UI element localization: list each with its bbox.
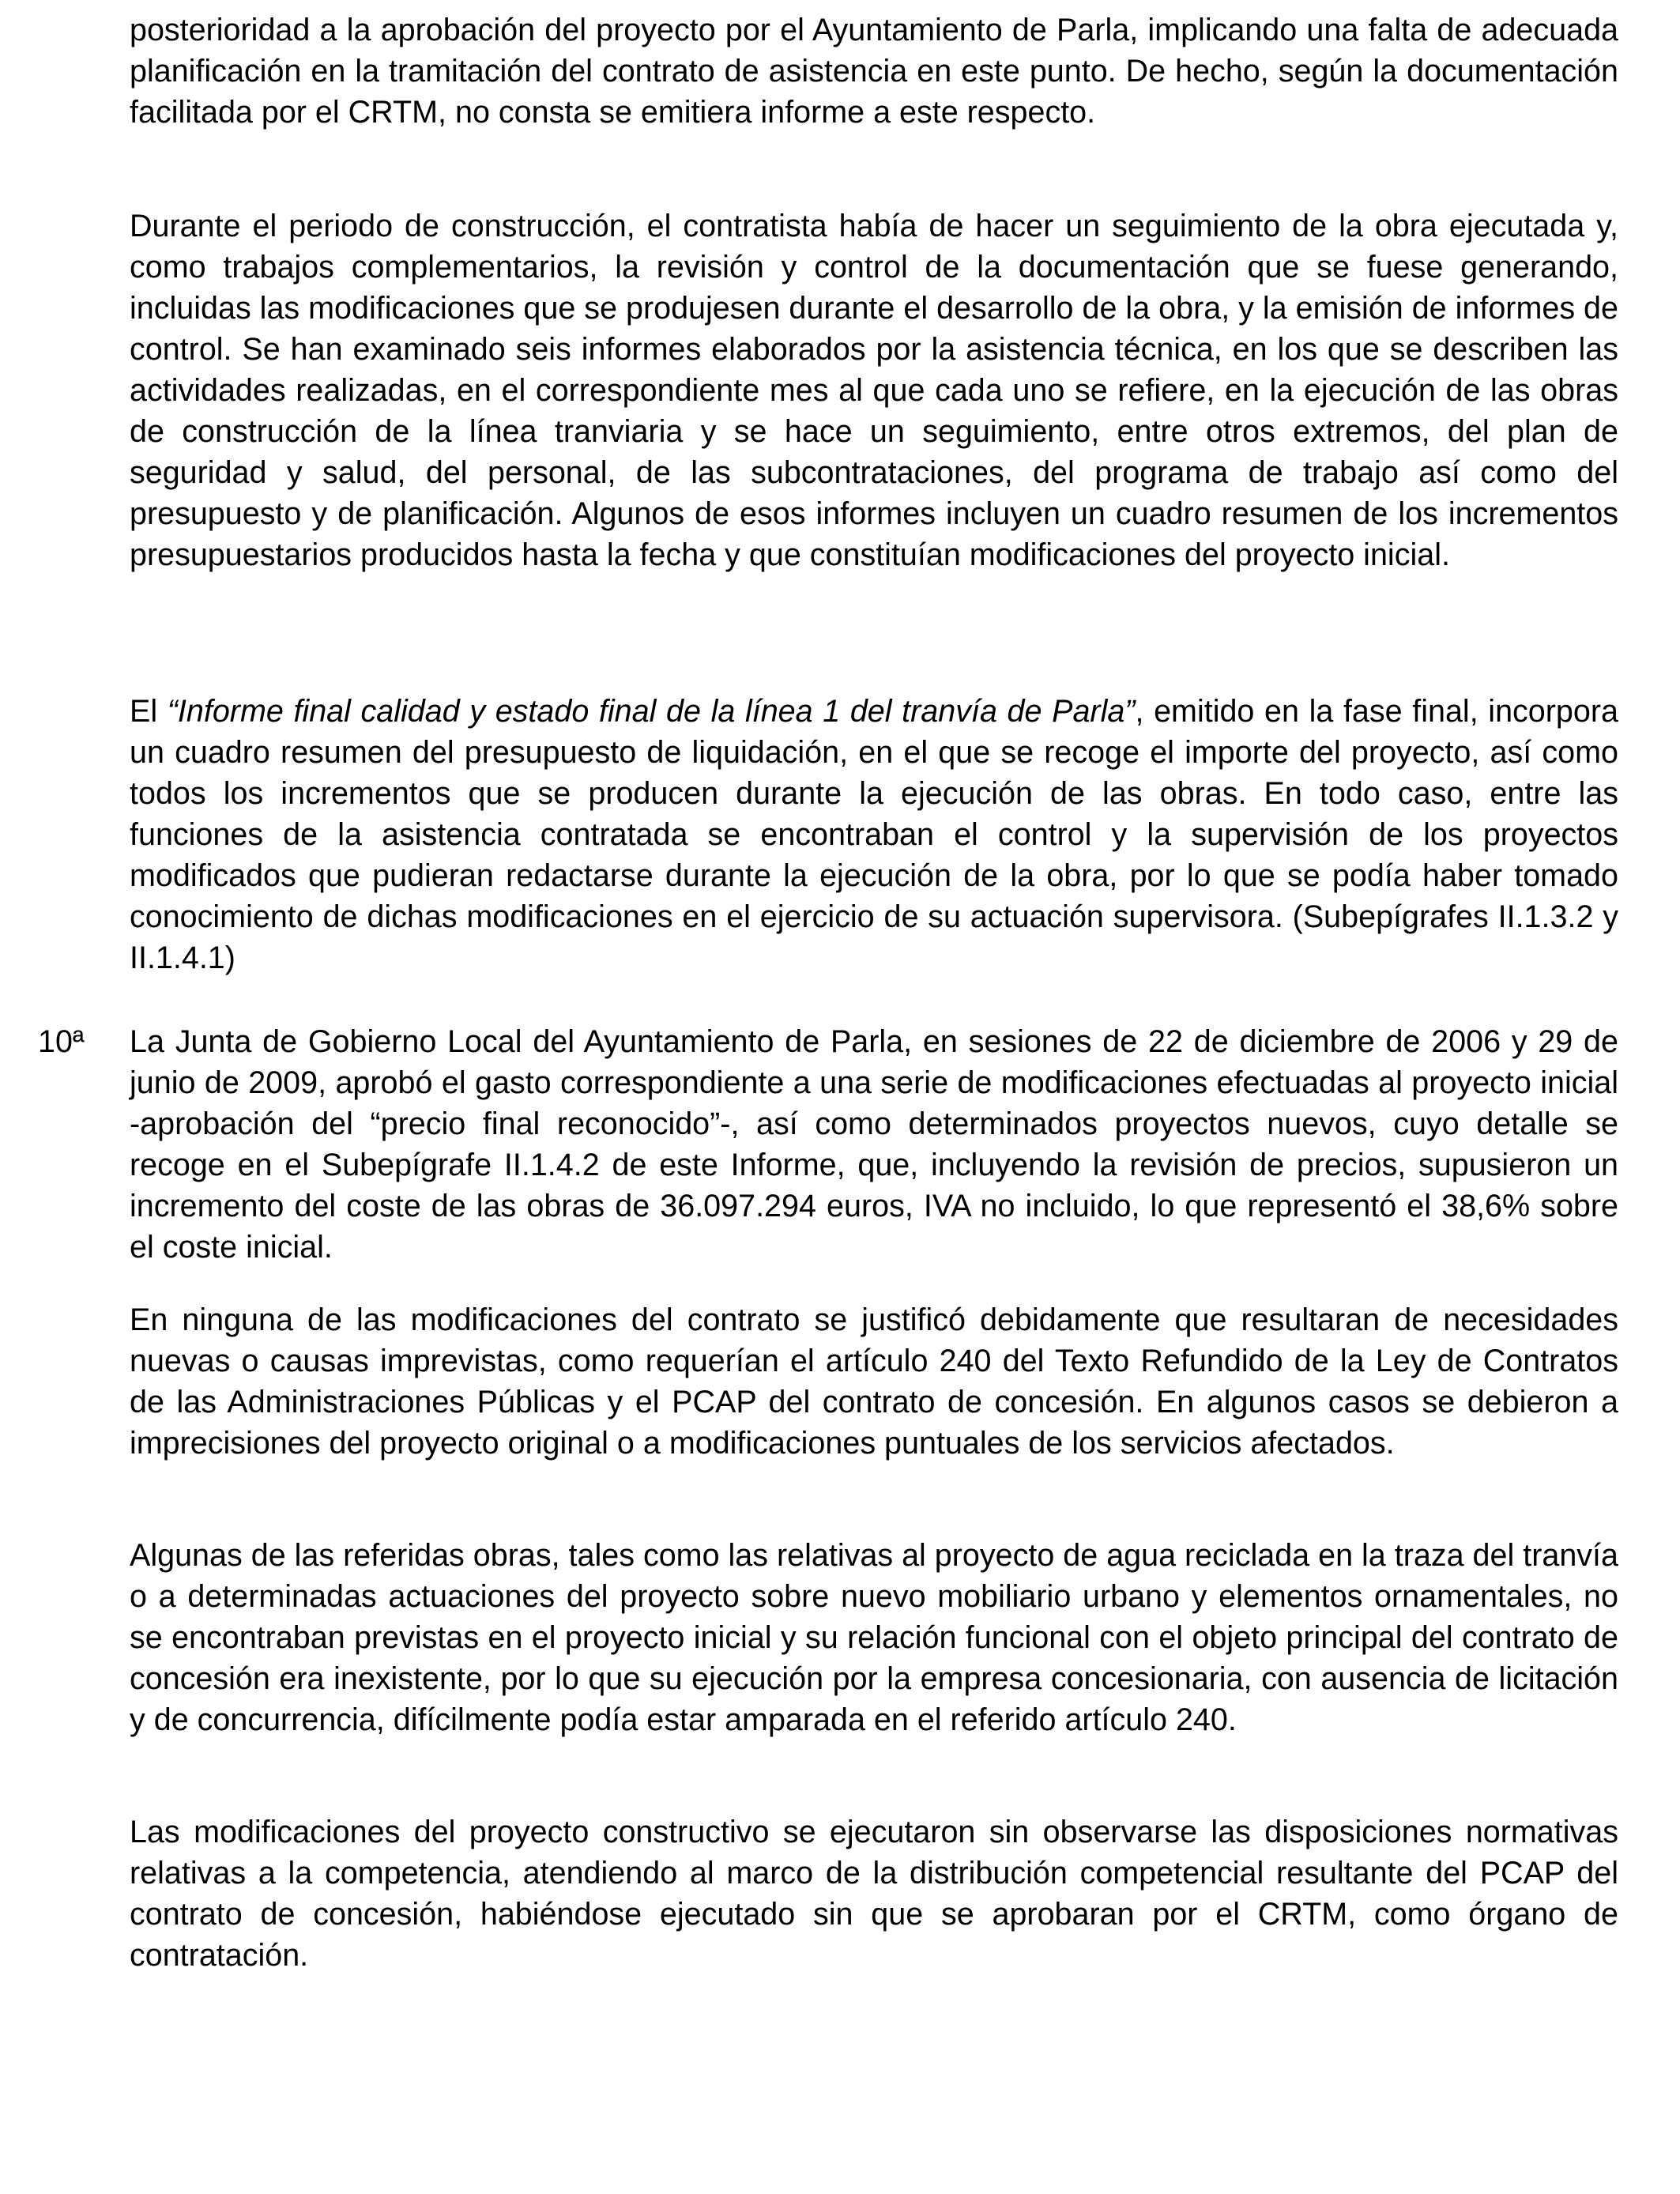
paragraph-junta-gobierno: La Junta de Gobierno Local del Ayuntamiento de Parla, en sesiones de 22 de diciembre de 2006 y 29 de junio de 2009, aprobó el gasto correspondiente a una serie de modificaciones efectuadas al proyecto inicial -aprobación del “precio final reconocido”-, así como determinados proyectos nuevos, cuyo detalle se recoge en el Subepígrafe II.1.4.2 de este Informe, que, incluyendo la revisión de precios, supusieron un incremento del coste de las obras de 36.097.294 euros, IVA no incluido, lo que representó el 38,6% sobre el coste inicial. — [130, 1024, 1618, 1265]
paragraph-construction-period: Durante el periodo de construcción, el contratista había de hacer un seguimiento de la obra ejecutada y, como trabajos complementarios, la revisión y control de la documentación que se fuese generando, incluidas las modificaciones que se produjesen durante el desarrollo de la obra, y la emisión de informes de control. Se han examinado seis informes elaborados por la asistencia técnica, en los que se describen las actividades realizadas, en el correspondiente mes al que cada uno se refiere, en la ejecución de las obras de construcción de la línea tranviaria y se hace un seguimiento, entre otros extremos, del plan de seguridad y salud, del personal, de las subcontrataciones, del programa de trabajo así como del presupuesto y de planificación. Algunos de esos informes incluyen un cuadro resumen de los incrementos presupuestarios producidos hasta la fecha y que constituían modificaciones del proyecto inicial. — [130, 209, 1618, 572]
paragraph-recycled-water: Algunas de las referidas obras, tales como las relativas al proyecto de agua reciclada en la traza del tranvía o a determinadas actuaciones del proyecto sobre nuevo mobiliario urbano y elementos ornamentales, no se encontraban previstas en el proyecto inicial y su relación funcional con el objeto principal del contrato de concesión era inexistente, por lo que su ejecución por la empresa concesionaria, con ausencia de licitación y de concurrencia, difícilmente podía estar amparada en el referido artículo 240. — [130, 1538, 1618, 1737]
paragraph-final-report-intro: El — [130, 694, 168, 729]
paragraph-final-report-body: , emitido en la fase final, incorpora un cuadro resumen del presupuesto de liquidación, en el que se recoge el importe del proyecto, así como todos los incrementos que se producen durante la ejecución de las obras. En todo caso, entre las funciones de la asistencia contratada se encontraban el control y la supervisión de los proyectos modificados que pudieran redactarse durante la ejecución de la obra, por lo que se podía haber tomado conocimiento de dichas modificaciones en el ejercicio de su actuación supervisora. (Subepígrafes II.1.3.2 y II.1.4.1) — [130, 694, 1618, 975]
paragraph-final-report — [130, 691, 1618, 978]
conclusion-number: 10ª — [38, 1024, 85, 1059]
report-title: “Informe final calidad y estado final de la línea 1 del tranvía de Parla” — [167, 694, 1136, 729]
paragraph-competence: Las modificaciones del proyecto constructivo se ejecutaron sin observarse las disposiciones normativas relativas a la competencia, atendiendo al marco de la distribución competencial resultante del PCAP del contrato de concesión, habiéndose ejecutado sin que se aprobaran por el CRTM, como órgano de contratación. — [130, 1815, 1618, 1973]
paragraph-crtm-report: posterioridad a la aprobación del proyecto por el Ayuntamiento de Parla, implicando una falta de adecuada planificación en la tramitación del contrato de asistencia en este punto. De hecho, según la documentación facilitada por el CRTM, no consta se emitiera informe a este respecto. — [130, 13, 1618, 130]
paragraph-modifications-justification: En ninguna de las modificaciones del contrato se justificó debidamente que resultaran de necesidades nuevas o causas imprevistas, como requerían el artículo 240 del Texto Refundido de la Ley de Contratos de las Administraciones Públicas y el PCAP del contrato de concesión. En algunos casos se debieron a imprecisiones del proyecto original o a modificaciones puntuales de los servicios afectados. — [130, 1302, 1618, 1461]
